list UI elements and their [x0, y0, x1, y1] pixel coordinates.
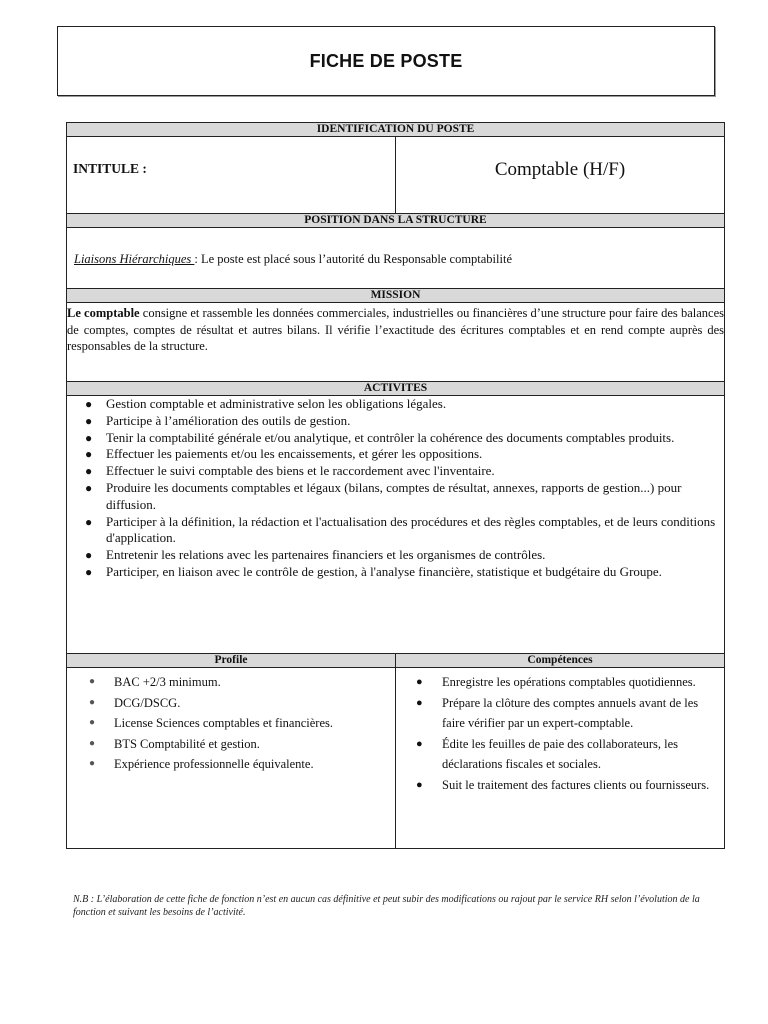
profile-text: Expérience professionnelle équivalente.	[114, 757, 314, 771]
list-item	[81, 564, 716, 581]
bullet-icon: ●	[85, 413, 93, 428]
bullet-icon: ●	[89, 696, 96, 708]
bullet-icon: ●	[89, 676, 96, 687]
list-item	[81, 463, 716, 480]
list-item	[89, 672, 395, 693]
list-item	[89, 713, 395, 734]
list-item	[416, 693, 716, 734]
footnote: N.B : L’élaboration de cette fiche de fonction n’est en aucun cas définitive et peut subir des modifications ou rajout par le service RH selon l’évolution de la fonction et suivant les besoins de l’activité.	[73, 894, 700, 918]
list-item	[81, 547, 716, 564]
competence-text: Prépare la clôture des comptes annuels avant de les faire vérifier par un expert-comptable.	[442, 695, 699, 730]
activite-text: Participer à la définition, la rédaction et l'actualisation des procédures et des règles comptables, et de leurs conditions d'application.	[106, 513, 716, 546]
activite-text: Effectuer les paiements et/ou les encaissements, et gérer les oppositions.	[106, 446, 483, 462]
list-item	[81, 514, 716, 548]
mission-cell	[67, 303, 725, 382]
bullet-icon: ●	[89, 737, 96, 749]
bullet-icon: ●	[89, 717, 96, 728]
list-item	[416, 672, 716, 693]
bullet-icon: ●	[85, 548, 93, 563]
bullet-icon: ●	[85, 397, 93, 411]
activites-list	[67, 396, 724, 581]
competence-text: Enregistre les opérations comptables quotidiennes.	[442, 675, 696, 689]
profile-cell	[67, 668, 396, 849]
bullet-icon: ●	[85, 514, 93, 529]
activite-text: Gestion comptable et administrative selon les obligations légales.	[106, 396, 447, 411]
list-item	[81, 413, 716, 430]
list-item	[81, 480, 716, 514]
competence-text: Édite les feuilles de paie des collaborateurs, les déclarations fiscales et sociales.	[442, 736, 679, 771]
job-sheet-table	[66, 122, 725, 849]
bullet-icon: ●	[85, 480, 93, 495]
hierarchy-link-label: Liaisons Hiérarchiques	[74, 252, 195, 266]
competences-header: Compétences	[396, 654, 725, 668]
list-item	[81, 430, 716, 447]
list-item	[81, 396, 716, 413]
position-cell	[67, 228, 725, 289]
profile-text: BAC +2/3 minimum.	[114, 675, 221, 689]
list-item	[81, 446, 716, 463]
activite-text: Participer, en liaison avec le contrôle de gestion, à l'analyse financière, statistique et budgétaire du Groupe.	[106, 563, 662, 579]
list-item	[89, 693, 395, 714]
activite-text: Tenir la comptabilité générale et/ou analytique, et contrôler la cohérence des documents comptables produits.	[106, 429, 675, 445]
list-item	[416, 775, 716, 796]
list-item	[416, 734, 716, 775]
activite-text: Entretenir les relations avec les partenaires financiers et les organismes de contrôles.	[106, 547, 546, 563]
competences-list	[396, 668, 724, 795]
profile-list	[67, 668, 395, 775]
intitule-value: Comptable (H/F)	[396, 137, 725, 214]
bullet-icon: ●	[416, 737, 423, 750]
identification-header: IDENTIFICATION DU POSTE	[67, 123, 725, 137]
profile-header: Profile	[67, 654, 396, 668]
activite-text: Produire les documents comptables et légaux (bilans, comptes de résultat, annexes, rapports de gestion...) pour diffusion.	[106, 479, 682, 512]
bullet-icon: ●	[85, 430, 93, 445]
competences-cell	[396, 668, 725, 849]
list-item	[89, 734, 395, 755]
bullet-icon: ●	[89, 758, 96, 769]
activites-header: ACTIVITES	[67, 382, 725, 396]
bullet-icon: ●	[416, 676, 423, 688]
intitule-label: INTITULE :	[67, 137, 396, 214]
bullet-icon: ●	[85, 447, 93, 462]
profile-text: License Sciences comptables et financières.	[114, 716, 334, 730]
mission-lead: Le comptable	[67, 306, 140, 320]
profile-text: DCG/DSCG.	[114, 695, 181, 710]
mission-text: consigne et rassemble les données commerciales, industrielles ou financières d’une structure pour faire des balances de comptes, comptes de résultat et autres bilans. Il vérifie l’exactitude des écritures comptables et en rend compte auprès des responsables de la structure.	[67, 306, 724, 353]
profile-text: BTS Comptabilité et gestion.	[114, 736, 260, 751]
list-item	[89, 754, 395, 775]
bullet-icon: ●	[85, 464, 93, 479]
bullet-icon: ●	[416, 778, 423, 791]
activite-text: Effectuer le suivi comptable des biens et le raccordement avec l'inventaire.	[106, 463, 495, 479]
bullet-icon: ●	[416, 696, 423, 709]
activite-text: Participe à l’amélioration des outils de gestion.	[106, 412, 351, 428]
position-header: POSITION DANS LA STRUCTURE	[67, 214, 725, 228]
bullet-icon: ●	[85, 564, 93, 579]
document-title: FICHE DE POSTE	[309, 50, 463, 71]
activites-cell	[67, 396, 725, 654]
document-title-box	[57, 26, 715, 96]
hierarchy-text: : Le poste est placé sous l’autorité du Responsable comptabilité	[194, 252, 513, 266]
mission-header: MISSION	[67, 289, 725, 303]
competence-text: Suit le traitement des factures clients ou fournisseurs.	[442, 777, 710, 792]
